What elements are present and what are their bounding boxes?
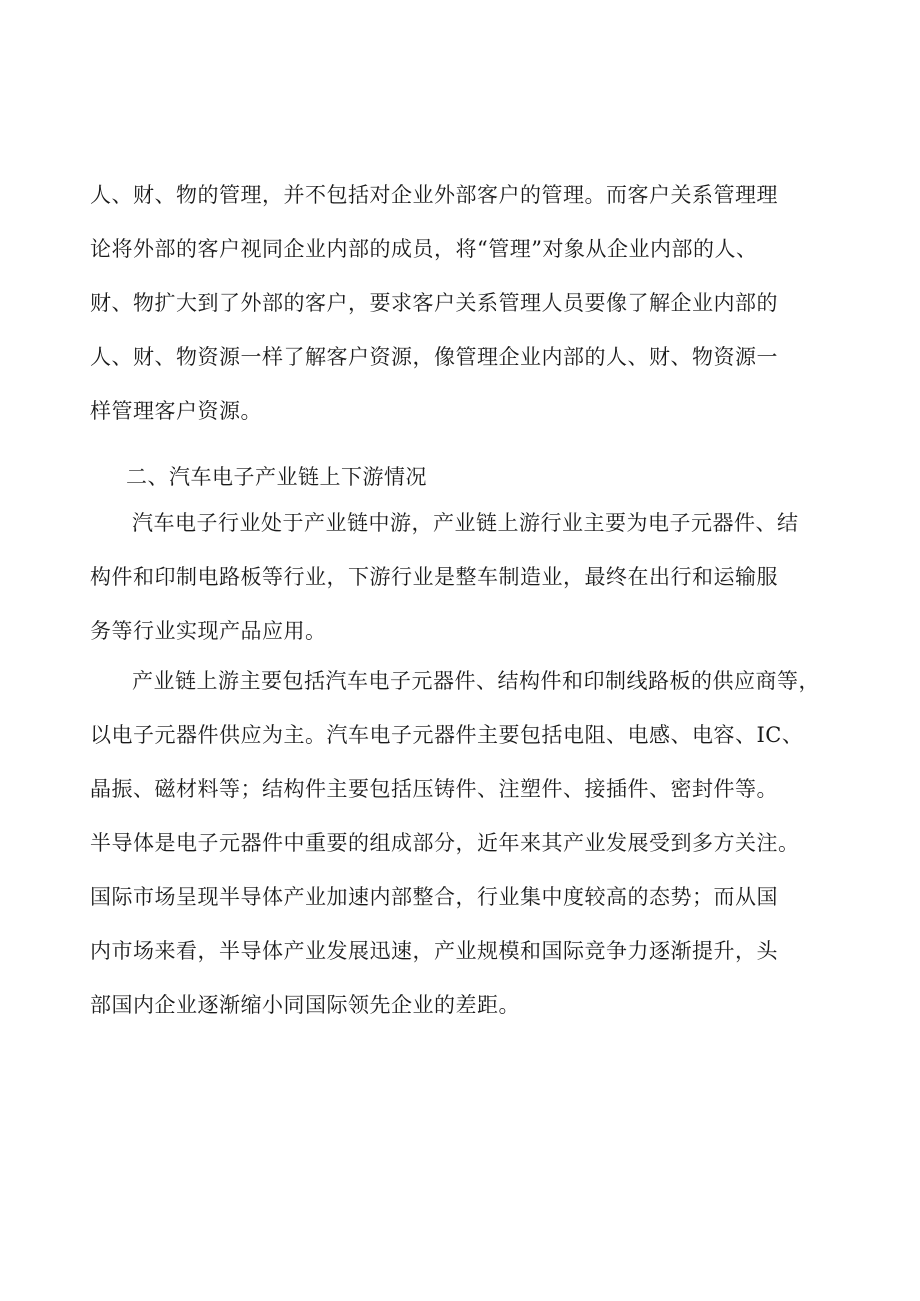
text-line: 汽车电子行业处于产业链中游，产业链上游行业主要为电子元器件、结	[132, 511, 799, 535]
text-line: 内市场来看，半导体产业发展迅速，产业规模和国际竞争力逐渐提升，头	[90, 939, 778, 963]
text-line: 晶振、磁材料等；结构件主要包括压铸件、注塑件、接插件、密封件等。	[90, 777, 778, 801]
text-line: 半导体是电子元器件中重要的组成部分，近年来其产业发展受到多方关注。	[90, 831, 800, 855]
text-line: 人、财、物资源一样了解客户资源，像管理企业内部的人、财、物资源一	[90, 345, 778, 369]
text-line: 务等行业实现产品应用。	[90, 619, 327, 643]
text-line: 人、财、物的管理，并不包括对企业外部客户的管理。而客户关系管理理	[90, 183, 778, 207]
paragraph-crm-management	[90, 168, 870, 438]
text-line: 样管理客户资源。	[90, 399, 262, 423]
text-line: 国际市场呈现半导体产业加速内部整合，行业集中度较高的态势；而从国	[90, 885, 778, 909]
text-line: 构件和印制电路板等行业，下游行业是整车制造业，最终在出行和运输服	[90, 565, 778, 589]
text-line: 产业链上游主要包括汽车电子元器件、结构件和印制线路板的供应商等，	[132, 669, 820, 693]
section-heading-text: 二、汽车电子产业链上下游情况	[126, 465, 427, 489]
text-line: 财、物扩大到了外部的客户，要求客户关系管理人员要像了解企业内部的	[90, 291, 778, 315]
paragraph-upstream-suppliers	[90, 654, 870, 1032]
text-line: 部国内企业逐渐缩小同国际领先企业的差距。	[90, 993, 520, 1017]
paragraph-industry-chain	[90, 496, 870, 658]
text-line: 以电子元器件供应为主。汽车电子元器件主要包括电阻、电感、电容、IC、	[90, 723, 804, 747]
text-line: 论将外部的客户视同企业内部的成员，将“管理”对象从企业内部的人、	[90, 237, 758, 261]
